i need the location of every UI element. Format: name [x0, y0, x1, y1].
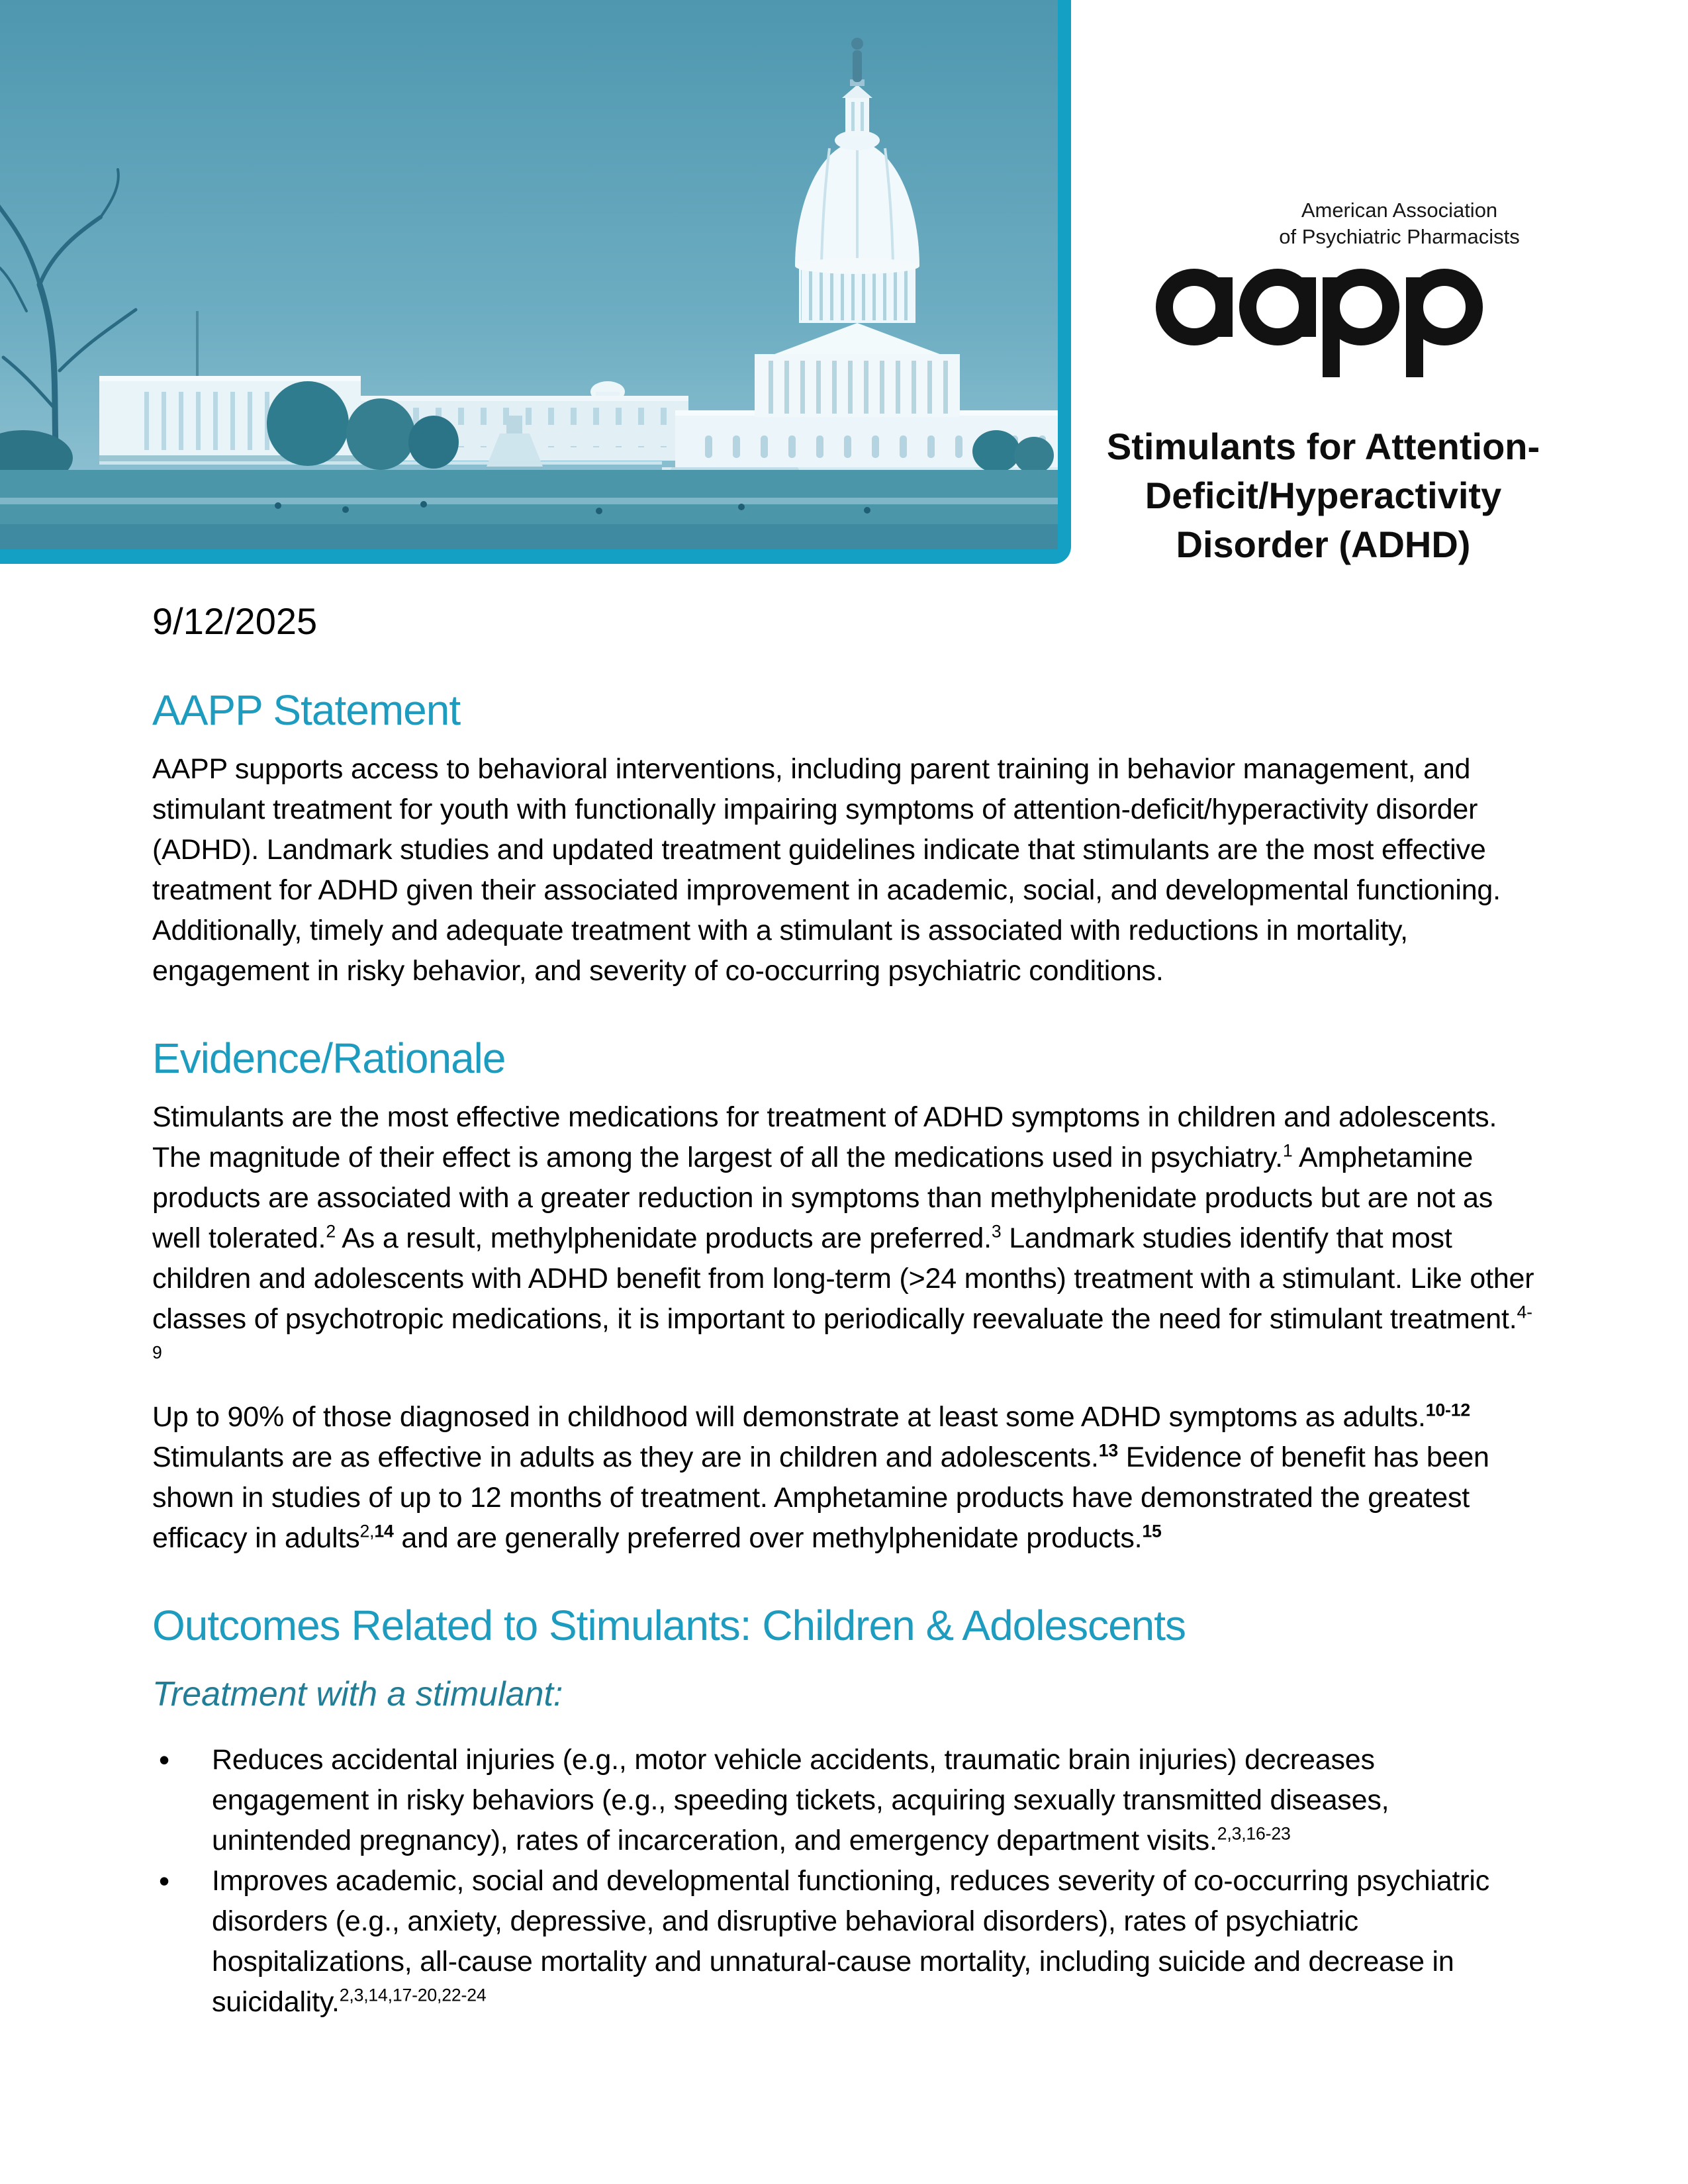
- document-title: [1071, 422, 1688, 569]
- capitol-photo-image: [0, 0, 1058, 549]
- section-heading-evidence-rationale: Evidence/Rationale: [152, 1034, 506, 1082]
- document-body: [0, 564, 1688, 2023]
- organization-name: [1071, 197, 1688, 250]
- paragraph-evidence-1: Stimulants are the most effective medications for treatment of ADHD symptoms in children and adolescents. The magnitude of their effect is among the largest of all the medications used in psychiatry.$^1$ Amphetamine products are associated with a greater reduction in symptoms than methylphenidate products but are not as well tolerated.$^2$ As a result, methylphenidate products are preferred.$^3$ Landmark studies identify that most children and adolescents with ADHD benefit from long-term (>24 months) treatment with a stimulant. Like other classes of psychotropic medications, it is important to periodically reevaluate the need for stimulant treatment.$^{4-9}$: [152, 1101, 1534, 1363]
- organization-name-line2: of Psychiatric Pharmacists: [1279, 225, 1520, 248]
- section-heading-aapp-statement: AAPP Statement: [152, 686, 461, 734]
- organization-name-line1: American Association: [1301, 199, 1498, 222]
- paragraph-aapp-statement: AAPP supports access to behavioral interventions, including parent training in behavior management, and stimulant treatment for youth with functionally impairing symptoms of attention-deficit/hyperactivity disorder (ADHD). Landmark studies and updated treatment guidelines indicate that stimulants are the most effective treatment for ADHD given their associated improvement in academic, social, and developmental functioning. Additionally, timely and adequate treatment with a stimulant is associated with reductions in mortality, engagement in risky behavior, and severity of co-occurring psychiatric conditions.: [152, 753, 1501, 987]
- document-title-line1: Stimulants for Attention-: [1106, 426, 1540, 467]
- bullet-item-academic-functioning: • Improves academic, social and developmental functioning, reduces severity of co-occurring psychiatric disorders (e.g., anxiety, depressive, and disruptive behavioral disorders), rates of psychiatric hospitalizations, all-cause mortality and unnatural-cause mortality, including suicide and decrease in suicidality.$^{2,3,14,17-20,22-24}$: [212, 1861, 1536, 2023]
- document-title-line2: Deficit/Hyperactivity: [1145, 475, 1502, 516]
- outcomes-bullet-list: [152, 1740, 1536, 2023]
- subheading-treatment-with-stimulant: Treatment with a stimulant:: [152, 1675, 563, 1713]
- capitol-banner: [0, 0, 1071, 564]
- aapp-logo: [1156, 259, 1490, 379]
- document-date: 9/12/2025: [152, 600, 318, 642]
- bullet-item-accidental-injuries: • Reduces accidental injuries (e.g., motor vehicle accidents, traumatic brain injuries) decreases engagement in risky behaviors (e.g., speeding tickets, acquiring sexually transmitted diseases, unintended pregnancy), rates of incarceration, and emergency department visits.$^{2,3,16-23}$: [212, 1740, 1536, 1861]
- brand-column: [1071, 0, 1688, 564]
- document-title-line3: Disorder (ADHD): [1176, 523, 1471, 565]
- section-heading-outcomes: Outcomes Related to Stimulants: Children & Adolescents: [152, 1602, 1186, 1649]
- paragraph-evidence-2: Up to 90% of those diagnosed in childhood will demonstrate at least some ADHD symptoms as adults.$^{10-12}$ Stimulants are as effective in adults as they are in children and adolescents.$^{13}$ Evidence of benefit has been shown in studies of up to 12 months of treatment. Amphetamine products have demonstrated the greatest efficacy in adults$^{2,14}$ and are generally preferred over methylphenidate products.$^{15}$: [152, 1400, 1489, 1554]
